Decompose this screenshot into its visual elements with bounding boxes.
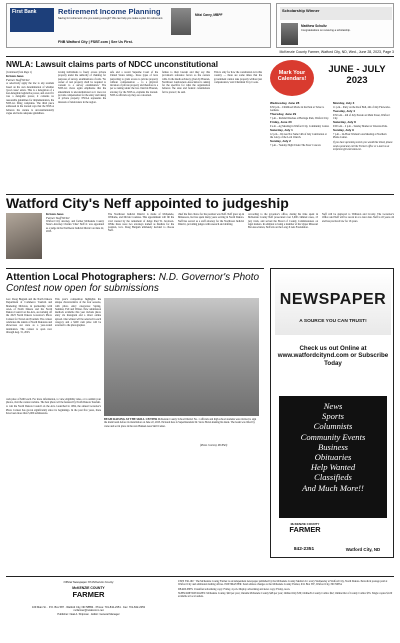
feature-item: Business — [317, 441, 349, 452]
footer-logo-word: FARMER — [72, 590, 105, 599]
neff-byline — [46, 213, 104, 220]
cal-day: Monday, July 3 — [333, 101, 355, 105]
nwla-col5-text: This is only for how the constitution is in this country — there are some times that the government cannot take property without just compensation,' said Chairman Troy Coons. — [214, 71, 262, 84]
cal-day: Sunday, July 2 — [270, 139, 291, 144]
contest-col-right-cont: to win the North Dakota Council on the Arts. Launched in 1984, the annual Governor's Photo Contest has grown significantly since its beginnings. In the past five years, there have been more than 5,000 submissions. — [6, 405, 101, 415]
events-calendar — [270, 57, 394, 192]
feature-item: Sports — [322, 411, 344, 422]
contest-col3-cont: cash prize of $200 each. For more information, to view eligibility rules, or to submit your photos, visit the contest website. The best photo will be featured by North Dakota Tourism. — [6, 398, 101, 405]
neff-col1-text: Watford City attorney, and former McKenzie County State's Attorney Charles 'Chaz' Neff Jr. was appointed as a judge in the Northwest Judicial District on June 22, 2023. — [46, 220, 104, 234]
scholar-photo — [281, 23, 298, 45]
scholarship-heading: Scholarship Winner — [280, 7, 392, 20]
nwla-byline-title: Farmer Staff Writer — [6, 77, 30, 82]
neff-col-5 — [322, 213, 394, 224]
calendar-badge: Mark Your Calendars! — [270, 60, 314, 96]
scholar-text: Congratulations on receiving a scholarship. — [301, 29, 351, 32]
cal-day: Thursday, June 29 — [270, 112, 297, 117]
advisor-photo — [171, 8, 191, 35]
footer-email[interactable]: mcfarmer@ruralcomm.net — [73, 609, 104, 613]
neff-headline[interactable] — [6, 194, 394, 210]
nwla-continued: (Continued from Page 1) — [6, 71, 32, 74]
footer-divider — [6, 576, 394, 577]
contest-col-1 — [6, 298, 52, 335]
cal-day: Saturday, July 1 — [270, 128, 293, 133]
nwla-col2-text: lowing individuals to freely access private property under the authority of chaining for purposes of survey, examinations of soils. 'No owner of real property shall be required to consent to a survey examination.' The NWLA's views again emphasize that the amendment is unconstitutional as it does not provide compensation for the entry and taking of private property. NWLA represents the interests of landowners in the region. — [58, 71, 106, 104]
nwla-headline[interactable] — [6, 60, 261, 69]
cal-event: 7 p.m. - Kickball Ruckus at Heritage Park, Watford City. — [270, 117, 329, 120]
feature-item: And Much More!! — [302, 482, 364, 493]
retirement-ad[interactable] — [6, 3, 271, 48]
neff-col4-text: According to the governor's office, during his time spent in McKenzie County Neff prosecuted over 5,000 criminal cases, 15 jury trials, and served the Board of County Commissioners on legal matters. In addition to being a member of the Upper Missouri Bar Association, Neff sits on the Long X Arts Foundation. — [248, 213, 318, 230]
cal-event: 7 p.m. - 'Sunday Night Under The Stars' Concert. — [270, 144, 322, 148]
footer-logo — [49, 586, 129, 604]
city-name: Watford City, ND — [345, 547, 381, 552]
cal-day: Tuesday, July 4 — [333, 109, 355, 113]
retirement-ad-body: Saving for retirement: Are you saving enough? We can help you make a plan for retirement. — [58, 17, 164, 20]
neff-photo — [6, 213, 42, 259]
contest-col-2 — [55, 298, 101, 328]
page-folio — [6, 49, 394, 57]
nwla-byline-name: Kristen Jones — [6, 74, 24, 79]
cal-day: Saturday, July 8 — [333, 120, 356, 125]
footer-staff: Publisher: Neal A. Shipman · Editor: General Manager — [57, 612, 120, 616]
section-divider — [6, 268, 264, 269]
footer-deadlines: DEADLINES: Classified advertising copy: Friday, 4 p.m. Display advertising and news copy: Friday, noon. — [178, 587, 291, 591]
contest-continued — [6, 398, 101, 416]
feature-list — [279, 396, 387, 518]
contest-col2-text: This year's competition highlights the unique characteristics of the four seasons, with photo entry categories: Spring, Summer, Fall and Winter. New submission methods available this year include photo entry via Instagram and a direct online upload. One winner will be selected in each category and a $200 cash prize will be awarded to the photographer. — [55, 298, 101, 328]
neff-col3-text: chief the first choice for the position was Neff. Neff grew up in Minnesota, but has spent many years serving in North Dakota. Neff has served as a staff attorney for the Northwest Judicial District, providing judges with research and drafting. — [178, 213, 244, 226]
cal-event: 9:00 a.m. - 2 p.m. - Sunday Market at Veterans Park. — [333, 125, 388, 128]
cal-event: 11 p.m. - Party on the Roof Ball, 4th of July Fireworks. — [333, 105, 391, 109]
nwla-headline-text: NWLA: Lawsuit claims parts of NDCC unconstitutional — [6, 60, 218, 69]
photo-contest-headline-sub: N.D. Governor's Photo Contest now open for submissions — [6, 272, 260, 294]
feature-item: Columnists — [313, 421, 353, 432]
neff-byline-title: Farmer Staff Writer — [46, 215, 70, 220]
feature-item: News — [323, 401, 343, 411]
subscribe-ad[interactable] — [270, 268, 394, 558]
cal-event: 12 p.m. - We Are Not Same! 4th of July Celebration at the Glory of the Lord Church. — [270, 133, 327, 140]
ad-footer — [275, 521, 391, 555]
scholar-name: Matthew Schultz — [301, 24, 327, 28]
cal-day: Wednesday, June 28 — [270, 101, 300, 105]
retirement-ad-title: Retirement Income Planning — [58, 7, 161, 16]
neff-col-4 — [248, 213, 318, 230]
photo-caption — [104, 418, 259, 428]
footer-usps: USPS 336-160 · The McKenzie County Farmer is an independent newspaper published by the McKenzie County Media LLC every Wednesday at Watford City, North Dakota. Periodical postage paid at Watford City and additional mailing offices. POSTMASTER: Send address changes to the McKenzie County Farmer, P.O. Box 587, Watford City, ND 58854. — [178, 580, 388, 587]
bank-logo: First Bank — [10, 8, 54, 32]
nwla-col1-text: or selectively apply the law to any resident based on his own determination of whether 'good cause' exists. This is a delegation of a non-delegable legislative power, and even if it was a delegable power, it contains no reasonable guidelines for implementation, the NWLA's filing complains. The third piece addressed in the lawsuit says that the NWLA believes the statute is unconstitutionally vague and lacks adequate guidelines. — [6, 82, 54, 115]
check-online-text[interactable]: Check us out Online at www.watfordcitynd.com or Subscribe Today — [277, 345, 389, 367]
calendar-right-col — [333, 101, 393, 151]
contest-col1-text: Gov. Doug Burgum and the North Dakota Department of Commerce Tourism and Marketing Division, in partnership with AAA of North Dakota and the North Dakota Council on the Arts, are kicking off the 2023 North Dakota Governor's Photo Contest for Travel and Tourism. The contest celebrates the talents of North Dakotans and showcases our state as a year-round destination. The contest is open now through Aug. 31, 2023. — [6, 298, 52, 334]
retirement-ad-footer: FNB Watford City | FSBT.com | See Us First. — [58, 40, 133, 44]
nwla-col-5 — [214, 71, 262, 85]
cal-day: Sunday, July 9 — [333, 128, 354, 133]
neff-byline-name: Kristen Jones — [46, 212, 64, 216]
farmer-logo-top: McKENZIE COUNTY — [290, 522, 320, 526]
nwla-col-1 — [6, 71, 54, 116]
neff-col-2 — [108, 213, 174, 234]
footer-right — [178, 580, 394, 598]
farmer-logo-word: FARMER — [289, 525, 321, 535]
advisor-name: Mitzi Carey, MBPF — [195, 13, 223, 17]
neff-col-1 — [46, 213, 104, 234]
neff-headline-text: Watford City's Neff appointed to judgeship — [6, 195, 289, 211]
scholarship-ad[interactable] — [276, 3, 394, 48]
nwla-byline — [6, 75, 54, 82]
newspaper-logo — [275, 273, 391, 335]
caption-title: BEAM RAISING AT THE SKILL CENTER — [104, 418, 158, 421]
feature-item: Obituaries — [314, 452, 352, 463]
footer-heading: Official Newspaper Of McKenzie County — [63, 580, 114, 584]
newspaper-word: NEWSPAPER — [279, 291, 387, 308]
cal-event: 9:30 a.m. - 4th of July Parade on Main Street, Watford City. — [333, 113, 390, 120]
phone-number[interactable]: 842-2351 — [293, 547, 315, 552]
newspaper-tagline: A SOURCE YOU CAN TRUST! — [299, 319, 367, 324]
top-ad-band — [6, 3, 394, 48]
caption-text: McKenzie County School District No. 1 officials and high school students were invited to sign the main beam before its installation on June 22, 2023. Pictured here is Superintendent Dr. Steve Holen making his mark. The beam was lifted by crane and set in place in the new Bakken Area Skill Center. — [104, 418, 257, 428]
feature-item: Help Wanted — [310, 462, 356, 473]
cal-note: If you have upcoming events you would like listed, please send a postcard, call the Farmer office or e-mail us at mcfarmer@ruralcomm.net. — [333, 141, 393, 151]
feature-item: Classifieds — [314, 472, 352, 483]
footer-left — [6, 580, 171, 638]
footer-address: 109 Main St. · P.O. Box 587 · Watford City, ND 58854 · Phone: 701-842-2351 · Fax: 701-842-2353 — [32, 606, 145, 609]
nwla-col3-text: safe and a recent Supreme Court of the United States ruling... those types of laws purporting to grant access to private property without compensation ... to a physical invasion of private property and therefore is a per se taking under the law. Derrick Braaten, attorney for the NWLA, explains the lawsuit. NWLA officials say they are concerned. — [110, 71, 158, 98]
footer-logo-top: McKENZIE COUNTY — [72, 586, 105, 590]
calendar-title: JUNE - JULY 2023 — [328, 64, 386, 86]
photo-contest-headline-main: Attention Local Photographers: — [6, 272, 156, 283]
cal-event: 6:30 p.m. - Childhood Movie in the Park at Tobacco Gardens. — [270, 105, 325, 112]
neff-col-3 — [178, 213, 244, 227]
cal-event: 9 a.m. - Ag Meeting in Watford City, Community Center. — [270, 125, 330, 128]
masthead-footer — [6, 580, 394, 640]
nwla-col-4 — [162, 71, 210, 95]
nwla-col4-text: failure to their lawsuit and they say this provision's reference favors so the owners wills. In the media advisory given by Braaten, Northwest Landowners Association is asking for the specifics for what the organization believes 'the state and federal constitutions fail to protect,' he said. — [162, 71, 210, 94]
nwla-col-2 — [58, 71, 106, 105]
footer-rates: SUBSCRIPTION RATES: McKenzie County, $40 per year; Outside McKenzie County $48 per year; Online Only $30; Online/In County Combo $42; Online/Out of County Combo $55. Single copies $1.00 available at local outlets. — [178, 591, 393, 599]
photo-contest-headline[interactable] — [6, 272, 261, 294]
feature-item: Community Events — [300, 431, 366, 442]
neff-col2-text: The Northwest Judicial District is made of McKenzie, Williams, and Divide Counties. This appointment will fill the void created by the retirement of Judge Paul W. Jacobson. While there were two attorneys named as finalists for the position, Gov. Doug Burgum ultimately decided to choose Neff. — [108, 213, 174, 233]
neff-col5-text: Neff will be deployed to Williston and Crosby. The Governor's Office said Neff will be sworn in at a later date. Neff is 43 years old and has practiced law for 16 years. — [322, 213, 394, 223]
cal-event: 7 p.m. - 24-Hour Women's AA Meeting at Northern Plains Center. — [333, 133, 387, 140]
nwla-col-3 — [110, 71, 158, 98]
calendar-left-col — [270, 101, 330, 147]
folio-text: McKenzie County Farmer, Watford City, ND, Wed., June 28, 2023, Page 3 — [279, 50, 394, 54]
photo-credit: (Photo Courtesy MCPSD) — [200, 444, 228, 447]
cal-day: Friday, June 30 — [270, 120, 292, 125]
beam-raising-photo — [104, 298, 259, 416]
